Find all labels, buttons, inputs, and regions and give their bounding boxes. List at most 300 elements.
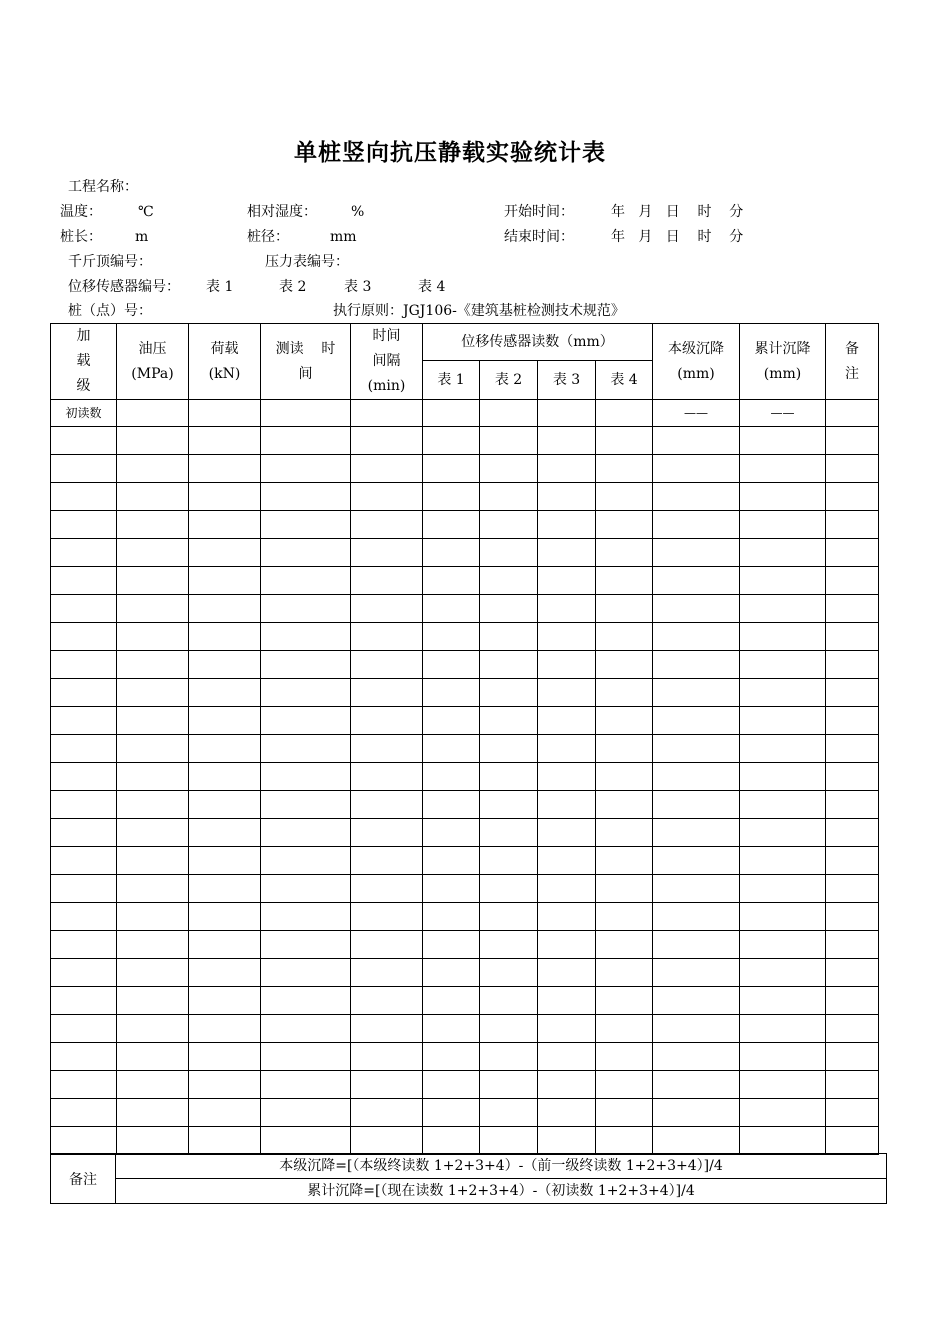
table-cell[interactable] xyxy=(423,959,480,987)
table-cell[interactable] xyxy=(480,511,538,539)
table-cell[interactable] xyxy=(538,679,596,707)
table-cell[interactable] xyxy=(117,1071,189,1099)
table-cell[interactable] xyxy=(351,400,423,427)
table-cell[interactable] xyxy=(538,1015,596,1043)
table-cell[interactable] xyxy=(740,1071,826,1099)
table-cell[interactable] xyxy=(117,1099,189,1127)
table-cell[interactable] xyxy=(826,539,879,567)
table-cell[interactable] xyxy=(423,623,480,651)
table-cell[interactable] xyxy=(596,1015,653,1043)
table-cell[interactable] xyxy=(653,483,740,511)
table-cell[interactable] xyxy=(596,427,653,455)
table-cell[interactable] xyxy=(189,903,261,931)
table-cell[interactable] xyxy=(740,847,826,875)
table-cell[interactable] xyxy=(596,483,653,511)
table-cell[interactable] xyxy=(596,763,653,791)
table-cell[interactable] xyxy=(538,539,596,567)
table-cell[interactable] xyxy=(117,791,189,819)
table-cell[interactable] xyxy=(826,763,879,791)
table-cell[interactable] xyxy=(826,791,879,819)
table-cell[interactable] xyxy=(117,567,189,595)
table-cell[interactable] xyxy=(596,735,653,763)
table-cell[interactable] xyxy=(423,903,480,931)
table-cell[interactable] xyxy=(51,791,117,819)
table-cell[interactable] xyxy=(596,707,653,735)
table-cell[interactable] xyxy=(480,483,538,511)
table-cell[interactable] xyxy=(189,1071,261,1099)
table-cell[interactable] xyxy=(117,987,189,1015)
table-cell[interactable] xyxy=(261,1099,351,1127)
table-cell[interactable] xyxy=(538,455,596,483)
table-cell[interactable] xyxy=(261,1127,351,1155)
table-cell[interactable] xyxy=(538,1043,596,1071)
table-cell[interactable] xyxy=(423,679,480,707)
table-cell[interactable] xyxy=(423,819,480,847)
table-cell[interactable] xyxy=(596,595,653,623)
table-cell[interactable] xyxy=(538,735,596,763)
table-cell[interactable] xyxy=(51,427,117,455)
table-cell[interactable] xyxy=(351,427,423,455)
table-cell[interactable] xyxy=(480,707,538,735)
table-cell[interactable] xyxy=(740,1099,826,1127)
table-cell[interactable] xyxy=(117,427,189,455)
table-cell[interactable] xyxy=(51,595,117,623)
table-cell[interactable] xyxy=(480,1127,538,1155)
table-cell[interactable] xyxy=(740,875,826,903)
table-cell[interactable] xyxy=(351,483,423,511)
table-cell[interactable] xyxy=(653,819,740,847)
table-cell[interactable] xyxy=(826,959,879,987)
table-cell[interactable] xyxy=(480,1099,538,1127)
table-cell[interactable] xyxy=(189,763,261,791)
table-cell[interactable] xyxy=(740,595,826,623)
table-cell[interactable] xyxy=(740,959,826,987)
table-cell[interactable] xyxy=(653,427,740,455)
table-cell[interactable] xyxy=(423,847,480,875)
table-cell[interactable] xyxy=(261,819,351,847)
table-cell[interactable] xyxy=(117,651,189,679)
table-cell[interactable] xyxy=(51,483,117,511)
table-cell[interactable] xyxy=(653,1127,740,1155)
table-cell[interactable] xyxy=(51,511,117,539)
table-cell[interactable] xyxy=(596,567,653,595)
table-cell[interactable] xyxy=(189,539,261,567)
table-cell[interactable] xyxy=(351,1015,423,1043)
table-cell[interactable] xyxy=(480,819,538,847)
table-cell[interactable] xyxy=(538,651,596,679)
table-cell[interactable] xyxy=(740,679,826,707)
table-cell[interactable] xyxy=(596,987,653,1015)
table-cell[interactable] xyxy=(51,651,117,679)
table-cell[interactable] xyxy=(189,987,261,1015)
table-cell[interactable] xyxy=(351,567,423,595)
table-cell[interactable] xyxy=(189,623,261,651)
table-cell[interactable] xyxy=(538,511,596,539)
table-cell[interactable] xyxy=(117,679,189,707)
table-cell[interactable] xyxy=(538,903,596,931)
table-cell[interactable] xyxy=(740,1015,826,1043)
table-cell[interactable] xyxy=(740,427,826,455)
table-cell[interactable] xyxy=(189,567,261,595)
table-cell[interactable] xyxy=(596,623,653,651)
table-cell[interactable] xyxy=(261,707,351,735)
table-cell[interactable] xyxy=(189,1015,261,1043)
table-cell[interactable] xyxy=(51,623,117,651)
table-cell[interactable] xyxy=(351,539,423,567)
table-cell[interactable] xyxy=(423,1043,480,1071)
table-cell[interactable] xyxy=(538,595,596,623)
table-cell[interactable] xyxy=(826,819,879,847)
table-cell[interactable] xyxy=(538,931,596,959)
table-cell[interactable] xyxy=(740,539,826,567)
table-cell[interactable] xyxy=(423,651,480,679)
table-cell[interactable] xyxy=(596,959,653,987)
table-cell[interactable] xyxy=(826,400,879,427)
table-cell[interactable] xyxy=(826,511,879,539)
table-cell[interactable] xyxy=(653,623,740,651)
table-cell[interactable] xyxy=(538,875,596,903)
table-cell[interactable] xyxy=(480,623,538,651)
table-cell[interactable] xyxy=(423,763,480,791)
table-cell[interactable] xyxy=(538,567,596,595)
table-cell[interactable] xyxy=(261,847,351,875)
table-cell[interactable] xyxy=(117,903,189,931)
table-cell[interactable] xyxy=(423,427,480,455)
table-cell[interactable] xyxy=(351,819,423,847)
table-cell[interactable] xyxy=(653,707,740,735)
table-cell[interactable] xyxy=(423,987,480,1015)
table-cell[interactable] xyxy=(826,455,879,483)
table-cell[interactable] xyxy=(189,735,261,763)
table-cell[interactable] xyxy=(423,483,480,511)
table-cell[interactable] xyxy=(423,735,480,763)
table-cell[interactable] xyxy=(653,903,740,931)
table-cell[interactable] xyxy=(51,735,117,763)
table-cell[interactable] xyxy=(117,623,189,651)
table-cell[interactable] xyxy=(538,427,596,455)
table-cell[interactable] xyxy=(117,400,189,427)
table-cell[interactable] xyxy=(189,511,261,539)
table-cell[interactable] xyxy=(826,903,879,931)
table-cell[interactable] xyxy=(261,455,351,483)
table-cell[interactable] xyxy=(653,679,740,707)
table-cell[interactable] xyxy=(826,735,879,763)
table-cell[interactable] xyxy=(351,903,423,931)
table-cell[interactable] xyxy=(826,987,879,1015)
table-cell[interactable] xyxy=(261,595,351,623)
table-cell[interactable] xyxy=(51,539,117,567)
table-cell[interactable] xyxy=(826,623,879,651)
table-cell[interactable] xyxy=(261,679,351,707)
table-cell[interactable] xyxy=(826,679,879,707)
table-cell[interactable] xyxy=(117,1015,189,1043)
table-cell[interactable] xyxy=(261,1071,351,1099)
table-cell[interactable] xyxy=(538,763,596,791)
table-cell[interactable] xyxy=(423,875,480,903)
table-cell[interactable] xyxy=(51,959,117,987)
table-cell[interactable] xyxy=(826,567,879,595)
table-cell[interactable] xyxy=(51,1127,117,1155)
table-cell[interactable] xyxy=(480,791,538,819)
table-cell[interactable] xyxy=(117,1127,189,1155)
table-cell[interactable] xyxy=(189,931,261,959)
table-cell[interactable] xyxy=(117,931,189,959)
table-cell[interactable] xyxy=(538,483,596,511)
table-cell[interactable] xyxy=(189,875,261,903)
table-cell[interactable] xyxy=(826,707,879,735)
table-cell[interactable] xyxy=(51,987,117,1015)
table-cell[interactable] xyxy=(189,819,261,847)
table-cell[interactable] xyxy=(740,763,826,791)
table-cell[interactable] xyxy=(538,1071,596,1099)
table-cell[interactable] xyxy=(189,707,261,735)
table-cell[interactable] xyxy=(826,1099,879,1127)
table-cell[interactable] xyxy=(596,455,653,483)
table-cell[interactable] xyxy=(51,763,117,791)
table-cell[interactable] xyxy=(826,595,879,623)
table-cell[interactable] xyxy=(480,875,538,903)
table-cell[interactable] xyxy=(261,427,351,455)
table-cell[interactable] xyxy=(351,847,423,875)
table-cell[interactable] xyxy=(480,931,538,959)
table-cell[interactable] xyxy=(653,595,740,623)
table-cell[interactable] xyxy=(351,1127,423,1155)
table-cell[interactable] xyxy=(423,707,480,735)
table-cell[interactable] xyxy=(351,931,423,959)
table-cell[interactable] xyxy=(740,651,826,679)
table-cell[interactable] xyxy=(261,1015,351,1043)
table-cell[interactable] xyxy=(117,455,189,483)
table-cell[interactable] xyxy=(740,1127,826,1155)
table-cell[interactable] xyxy=(189,483,261,511)
table-cell[interactable] xyxy=(189,1043,261,1071)
table-cell[interactable] xyxy=(423,595,480,623)
table-cell[interactable] xyxy=(351,735,423,763)
table-cell[interactable] xyxy=(596,1043,653,1071)
table-cell[interactable] xyxy=(189,455,261,483)
table-cell[interactable] xyxy=(351,595,423,623)
table-cell[interactable] xyxy=(51,931,117,959)
table-cell[interactable] xyxy=(189,1127,261,1155)
table-cell[interactable] xyxy=(653,791,740,819)
table-cell[interactable] xyxy=(653,539,740,567)
table-cell[interactable] xyxy=(51,847,117,875)
table-cell[interactable] xyxy=(351,679,423,707)
table-cell[interactable] xyxy=(480,679,538,707)
table-cell[interactable] xyxy=(189,679,261,707)
table-cell[interactable] xyxy=(351,455,423,483)
table-cell[interactable] xyxy=(261,959,351,987)
table-cell[interactable] xyxy=(653,763,740,791)
table-cell[interactable] xyxy=(189,427,261,455)
table-cell[interactable] xyxy=(826,1071,879,1099)
table-cell[interactable] xyxy=(538,959,596,987)
table-cell[interactable] xyxy=(480,455,538,483)
table-cell[interactable] xyxy=(653,959,740,987)
table-cell[interactable] xyxy=(51,1015,117,1043)
table-cell[interactable] xyxy=(351,763,423,791)
table-cell[interactable] xyxy=(538,847,596,875)
table-cell[interactable] xyxy=(480,959,538,987)
table-cell[interactable] xyxy=(653,455,740,483)
table-cell[interactable] xyxy=(117,483,189,511)
table-cell[interactable] xyxy=(596,400,653,427)
table-cell[interactable] xyxy=(351,707,423,735)
table-cell[interactable] xyxy=(261,623,351,651)
table-cell[interactable] xyxy=(51,903,117,931)
table-cell[interactable] xyxy=(423,1015,480,1043)
table-cell[interactable] xyxy=(480,1043,538,1071)
table-cell[interactable] xyxy=(826,875,879,903)
table-cell[interactable] xyxy=(117,819,189,847)
table-cell[interactable] xyxy=(51,679,117,707)
table-cell[interactable] xyxy=(480,539,538,567)
table-cell[interactable] xyxy=(117,595,189,623)
table-cell[interactable] xyxy=(596,1127,653,1155)
table-cell[interactable] xyxy=(261,987,351,1015)
table-cell[interactable] xyxy=(261,483,351,511)
table-cell[interactable] xyxy=(480,763,538,791)
table-cell[interactable] xyxy=(351,987,423,1015)
table-cell[interactable] xyxy=(596,791,653,819)
table-cell[interactable] xyxy=(117,735,189,763)
table-cell[interactable] xyxy=(740,931,826,959)
table-cell[interactable] xyxy=(189,595,261,623)
table-cell[interactable] xyxy=(423,511,480,539)
table-cell[interactable] xyxy=(826,1015,879,1043)
table-cell[interactable] xyxy=(117,875,189,903)
table-cell[interactable] xyxy=(653,567,740,595)
table-cell[interactable] xyxy=(740,455,826,483)
table-cell[interactable] xyxy=(538,987,596,1015)
table-cell[interactable] xyxy=(480,567,538,595)
table-cell[interactable] xyxy=(423,1127,480,1155)
table-cell[interactable] xyxy=(596,931,653,959)
table-cell[interactable] xyxy=(351,1071,423,1099)
table-cell[interactable] xyxy=(538,623,596,651)
table-cell[interactable] xyxy=(653,511,740,539)
table-cell[interactable] xyxy=(189,959,261,987)
table-cell[interactable] xyxy=(423,1099,480,1127)
table-cell[interactable] xyxy=(740,791,826,819)
table-cell[interactable] xyxy=(480,903,538,931)
table-cell[interactable] xyxy=(423,400,480,427)
table-cell[interactable] xyxy=(423,539,480,567)
table-cell[interactable] xyxy=(189,400,261,427)
table-cell[interactable] xyxy=(538,791,596,819)
table-cell[interactable] xyxy=(480,987,538,1015)
table-cell[interactable] xyxy=(261,875,351,903)
table-cell[interactable] xyxy=(653,987,740,1015)
table-cell[interactable] xyxy=(261,735,351,763)
table-cell[interactable] xyxy=(596,819,653,847)
table-cell[interactable] xyxy=(740,1043,826,1071)
table-cell[interactable] xyxy=(538,707,596,735)
table-cell[interactable] xyxy=(480,847,538,875)
table-cell[interactable] xyxy=(826,651,879,679)
table-cell[interactable] xyxy=(51,455,117,483)
table-cell[interactable] xyxy=(596,511,653,539)
table-cell[interactable] xyxy=(596,1071,653,1099)
table-cell[interactable] xyxy=(351,791,423,819)
table-cell[interactable] xyxy=(261,791,351,819)
table-cell[interactable] xyxy=(261,511,351,539)
table-cell[interactable] xyxy=(740,511,826,539)
table-cell[interactable] xyxy=(261,651,351,679)
table-cell[interactable] xyxy=(653,1043,740,1071)
table-cell[interactable] xyxy=(51,875,117,903)
table-cell[interactable] xyxy=(117,539,189,567)
table-cell[interactable] xyxy=(740,903,826,931)
table-cell[interactable] xyxy=(826,483,879,511)
table-cell[interactable] xyxy=(653,847,740,875)
table-cell[interactable] xyxy=(480,427,538,455)
table-cell[interactable] xyxy=(596,651,653,679)
table-cell[interactable] xyxy=(351,875,423,903)
table-cell[interactable] xyxy=(117,1043,189,1071)
table-cell[interactable] xyxy=(596,539,653,567)
table-cell[interactable] xyxy=(351,959,423,987)
table-cell[interactable] xyxy=(826,931,879,959)
table-cell[interactable] xyxy=(261,903,351,931)
table-cell[interactable] xyxy=(740,483,826,511)
table-cell[interactable] xyxy=(423,567,480,595)
table-cell[interactable] xyxy=(480,651,538,679)
table-cell[interactable] xyxy=(423,455,480,483)
table-cell[interactable] xyxy=(740,567,826,595)
table-cell[interactable] xyxy=(351,1043,423,1071)
table-cell[interactable] xyxy=(51,1071,117,1099)
table-cell[interactable] xyxy=(653,931,740,959)
table-cell[interactable] xyxy=(261,931,351,959)
table-cell[interactable] xyxy=(480,1015,538,1043)
table-cell[interactable] xyxy=(740,623,826,651)
table-cell[interactable] xyxy=(351,511,423,539)
table-cell[interactable] xyxy=(261,567,351,595)
table-cell[interactable] xyxy=(261,763,351,791)
table-cell[interactable] xyxy=(189,791,261,819)
table-cell[interactable] xyxy=(480,400,538,427)
table-cell[interactable] xyxy=(740,735,826,763)
table-cell[interactable] xyxy=(826,847,879,875)
table-cell[interactable] xyxy=(740,707,826,735)
table-cell[interactable] xyxy=(653,1099,740,1127)
table-cell[interactable] xyxy=(826,1127,879,1155)
table-cell[interactable] xyxy=(596,847,653,875)
table-cell[interactable] xyxy=(261,1043,351,1071)
table-cell[interactable] xyxy=(117,847,189,875)
table-cell[interactable] xyxy=(117,511,189,539)
table-cell[interactable] xyxy=(351,623,423,651)
table-cell[interactable] xyxy=(538,400,596,427)
table-cell[interactable] xyxy=(596,1099,653,1127)
table-cell[interactable] xyxy=(538,819,596,847)
table-cell[interactable] xyxy=(480,735,538,763)
table-cell[interactable] xyxy=(351,1099,423,1127)
table-cell[interactable] xyxy=(480,1071,538,1099)
table-cell[interactable] xyxy=(351,651,423,679)
table-cell[interactable] xyxy=(653,735,740,763)
table-cell[interactable] xyxy=(653,651,740,679)
table-cell[interactable] xyxy=(51,819,117,847)
table-cell[interactable] xyxy=(596,903,653,931)
table-cell[interactable] xyxy=(740,819,826,847)
table-cell[interactable] xyxy=(423,791,480,819)
table-cell[interactable] xyxy=(596,875,653,903)
table-cell[interactable] xyxy=(261,539,351,567)
table-cell[interactable] xyxy=(538,1127,596,1155)
table-cell[interactable] xyxy=(480,595,538,623)
